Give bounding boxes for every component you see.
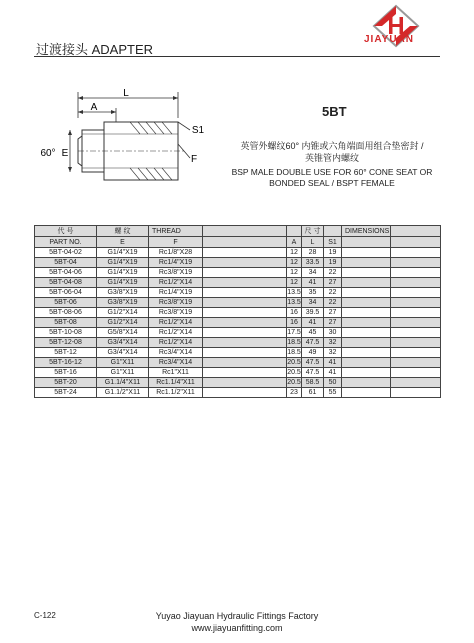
header-l: L xyxy=(302,237,324,248)
cell-blank xyxy=(342,358,391,368)
cell-blank xyxy=(203,338,287,348)
cell-l: 33.5 xyxy=(302,258,324,268)
cell-f: Rc1/4"X19 xyxy=(149,288,203,298)
cell-blank xyxy=(342,248,391,258)
cell-blank xyxy=(391,348,441,358)
cell-e: G5/8"X14 xyxy=(97,328,149,338)
cell-f: Rc3/8"X19 xyxy=(149,298,203,308)
cell-part: 5BT-12 xyxy=(35,348,97,358)
cell-s1: 22 xyxy=(324,268,342,278)
table-row xyxy=(35,328,441,338)
cell-blank xyxy=(342,278,391,288)
table-row xyxy=(35,308,441,318)
cell-part: 5BT-12-08 xyxy=(35,338,97,348)
cell-a: 12 xyxy=(287,278,302,288)
cell-l: 47.5 xyxy=(302,368,324,378)
cell-f: Rc1/2"X14 xyxy=(149,278,203,288)
cell-e: G1.1/2"X11 xyxy=(97,388,149,398)
cell-blank xyxy=(391,378,441,388)
cell-part: 5BT-04-02 xyxy=(35,248,97,258)
cell-blank xyxy=(342,338,391,348)
cell-f: Rc1/2"X14 xyxy=(149,338,203,348)
cell-blank xyxy=(391,308,441,318)
website-link[interactable]: www.jiayuanfitting.com xyxy=(191,623,283,633)
header-dims-en: DIMENSIONS xyxy=(342,226,391,237)
cell-part: 5BT-06 xyxy=(35,298,97,308)
cell-blank xyxy=(342,388,391,398)
cell-l: 34 xyxy=(302,268,324,278)
cell-e: G1"X11 xyxy=(97,358,149,368)
cell-s1: 22 xyxy=(324,298,342,308)
cell-blank xyxy=(391,338,441,348)
cell-s1: 27 xyxy=(324,278,342,288)
cell-l: 41 xyxy=(302,318,324,328)
cell-s1: 50 xyxy=(324,378,342,388)
dim-a-label: A xyxy=(90,102,98,113)
cell-blank xyxy=(342,368,391,378)
header-blank xyxy=(391,237,441,248)
cell-s1: 19 xyxy=(324,258,342,268)
product-model: 5BT xyxy=(322,104,347,119)
header-blank xyxy=(324,226,342,237)
cell-a: 23 xyxy=(287,388,302,398)
adapter-drawing xyxy=(34,84,234,194)
cell-blank xyxy=(391,328,441,338)
title-divider xyxy=(34,56,440,57)
cell-a: 16 xyxy=(287,308,302,318)
table-row xyxy=(35,278,441,288)
cell-blank xyxy=(203,388,287,398)
table-row xyxy=(35,258,441,268)
cell-a: 18.5 xyxy=(287,339,301,346)
cell-l: 34 xyxy=(302,298,324,308)
cell-blank xyxy=(342,378,391,388)
cell-s1: 22 xyxy=(324,288,342,298)
cell-s1: 32 xyxy=(324,338,342,348)
page-number: C-122 xyxy=(34,611,56,620)
cell-blank xyxy=(391,388,441,398)
cell-blank xyxy=(203,318,287,328)
header-f: F xyxy=(149,237,203,248)
table-header-row-2 xyxy=(35,237,441,248)
factory-name: Yuyao Jiayuan Hydraulic Fittings Factory xyxy=(155,611,319,621)
cell-a: 12 xyxy=(287,268,302,278)
cell-part: 5BT-16-12 xyxy=(35,358,97,368)
cell-blank xyxy=(342,328,391,338)
cell-l: 39.5 xyxy=(302,308,324,318)
cell-e: G3/4"X14 xyxy=(97,338,149,348)
cell-s1: 19 xyxy=(324,248,342,258)
cell-l: 58.5 xyxy=(302,378,324,388)
description-en-line2: BONDED SEAL / BSPT FEMALE xyxy=(269,178,395,188)
cell-f: Rc3/8"X19 xyxy=(149,308,203,318)
table-row xyxy=(35,338,441,348)
cell-e: G3/8"X19 xyxy=(97,298,149,308)
cell-blank xyxy=(203,368,287,378)
header-thread-en: THREAD xyxy=(149,226,203,237)
header-blank xyxy=(203,237,287,248)
cell-blank xyxy=(391,358,441,368)
cell-blank xyxy=(203,298,287,308)
cell-l: 28 xyxy=(302,248,324,258)
header-blank xyxy=(391,226,441,237)
cell-l: 41 xyxy=(302,278,324,288)
cell-e: G1.1/4"X11 xyxy=(97,378,149,388)
cell-blank xyxy=(203,308,287,318)
cell-f: Rc1/8"X28 xyxy=(149,248,203,258)
cell-f: Rc1.1/2"X11 xyxy=(149,388,203,398)
cell-s1: 32 xyxy=(324,348,342,358)
cell-blank xyxy=(203,268,287,278)
cell-blank xyxy=(391,298,441,308)
cell-blank xyxy=(203,348,287,358)
cell-blank xyxy=(342,258,391,268)
cell-e: G1/2"X14 xyxy=(97,308,149,318)
description-cn xyxy=(222,140,442,164)
dim-l-label: L xyxy=(123,88,129,99)
description-cn-line1: 英管外螺纹60° 内锥或六角端面用组合垫密封 / xyxy=(240,141,424,151)
cell-l: 47.5 xyxy=(302,358,324,368)
cell-l: 47.5 xyxy=(302,338,324,348)
cell-blank xyxy=(203,248,287,258)
cell-part: 5BT-04-08 xyxy=(35,278,97,288)
cell-blank xyxy=(391,258,441,268)
cell-part: 5BT-06-04 xyxy=(35,288,97,298)
cell-blank xyxy=(203,328,287,338)
cell-s1: 30 xyxy=(324,328,342,338)
cell-e: G1"X11 xyxy=(97,368,149,378)
cell-part: 5BT-16 xyxy=(35,368,97,378)
cell-a: 13.5 xyxy=(287,299,301,306)
table-row xyxy=(35,318,441,328)
table-row xyxy=(35,368,441,378)
header-a: A xyxy=(287,237,302,248)
cell-s1: 55 xyxy=(324,388,342,398)
cell-blank xyxy=(391,318,441,328)
cell-e: G1/4"X19 xyxy=(97,268,149,278)
dim-e-label: E xyxy=(61,148,69,159)
cell-a: 12 xyxy=(287,248,302,258)
cell-e: G3/4"X14 xyxy=(97,348,149,358)
cell-a: 16 xyxy=(287,318,302,328)
cell-blank xyxy=(391,278,441,288)
header-s1: S1 xyxy=(324,237,342,248)
cell-blank xyxy=(342,318,391,328)
cell-f: Rc1/2"X14 xyxy=(149,328,203,338)
cell-e: G1/4"X19 xyxy=(97,278,149,288)
header-code-cn: 代 号 xyxy=(35,226,97,237)
cell-l: 35 xyxy=(302,288,324,298)
cell-l: 49 xyxy=(302,348,324,358)
cell-f: Rc1/4"X19 xyxy=(149,258,203,268)
cell-a: 20.5 xyxy=(287,359,301,366)
header-part-no: PART NO. xyxy=(35,237,97,248)
table-row xyxy=(35,358,441,368)
header-blank xyxy=(342,237,391,248)
cell-blank xyxy=(342,268,391,278)
cell-e: G3/8"X19 xyxy=(97,288,149,298)
cell-a: 12 xyxy=(287,258,302,268)
cell-f: Rc1.1/4"X11 xyxy=(149,378,203,388)
cell-blank xyxy=(203,278,287,288)
cell-blank xyxy=(391,368,441,378)
spec-table xyxy=(34,225,441,398)
header-thread-cn: 螺 纹 xyxy=(97,226,149,237)
cell-blank xyxy=(342,308,391,318)
cell-a: 20.5 xyxy=(287,379,301,386)
table-row xyxy=(35,298,441,308)
table-row xyxy=(35,248,441,258)
cell-s1: 27 xyxy=(324,308,342,318)
cell-part: 5BT-10-08 xyxy=(35,328,97,338)
cell-a: 17.5 xyxy=(287,329,301,336)
cell-part: 5BT-04 xyxy=(35,258,97,268)
cell-l: 61 xyxy=(302,388,324,398)
cell-e: G1/2"X14 xyxy=(97,318,149,328)
cell-blank xyxy=(342,288,391,298)
cell-s1: 41 xyxy=(324,358,342,368)
cell-f: Rc1/2"X14 xyxy=(149,318,203,328)
description-en xyxy=(222,167,442,189)
header-dims-cn: 尺 寸 xyxy=(302,226,324,237)
cell-blank xyxy=(203,378,287,388)
cell-f: Rc3/8"X19 xyxy=(149,268,203,278)
cell-blank xyxy=(203,358,287,368)
table-row xyxy=(35,388,441,398)
cell-blank xyxy=(342,348,391,358)
cell-part: 5BT-04-06 xyxy=(35,268,97,278)
cell-e: G1/4"X19 xyxy=(97,258,149,268)
cell-a: 13.5 xyxy=(287,289,301,296)
spec-table-body xyxy=(35,248,441,398)
cell-l: 45 xyxy=(302,328,324,338)
table-row xyxy=(35,348,441,358)
cell-f: Rc3/4"X14 xyxy=(149,348,203,358)
cell-blank xyxy=(391,288,441,298)
header-e: E xyxy=(97,237,149,248)
table-row xyxy=(35,288,441,298)
cell-a: 18.5 xyxy=(287,349,301,356)
table-row xyxy=(35,268,441,278)
description-cn-line2: 英锥管内螺纹 xyxy=(304,153,359,163)
table-row xyxy=(35,378,441,388)
cell-part: 5BT-08 xyxy=(35,318,97,328)
cell-e: G1/4"X19 xyxy=(97,248,149,258)
description-en-line1: BSP MALE DOUBLE USE FOR 60° CONE SEAT OR xyxy=(231,167,433,177)
cell-blank xyxy=(391,268,441,278)
cell-blank xyxy=(203,258,287,268)
page-title: 过渡接头 ADAPTER xyxy=(36,42,154,57)
header-blank xyxy=(287,226,302,237)
cell-blank xyxy=(391,248,441,258)
cell-a: 20.5 xyxy=(287,369,301,376)
table-header-row-1 xyxy=(35,226,441,237)
cell-part: 5BT-20 xyxy=(35,378,97,388)
dim-f-label: F xyxy=(190,154,198,165)
cell-s1: 41 xyxy=(324,368,342,378)
cell-blank xyxy=(342,298,391,308)
logo-brand-text: JIAYUAN xyxy=(364,34,414,45)
cell-blank xyxy=(203,288,287,298)
cell-f: Rc3/4"X14 xyxy=(149,358,203,368)
cell-f: Rc1"X11 xyxy=(149,368,203,378)
cell-part: 5BT-08-06 xyxy=(35,308,97,318)
angle-label: 60° xyxy=(40,148,56,159)
cell-part: 5BT-24 xyxy=(35,388,97,398)
cell-s1: 27 xyxy=(324,318,342,328)
dim-s1-label: S1 xyxy=(191,125,205,136)
header-blank xyxy=(203,226,287,237)
